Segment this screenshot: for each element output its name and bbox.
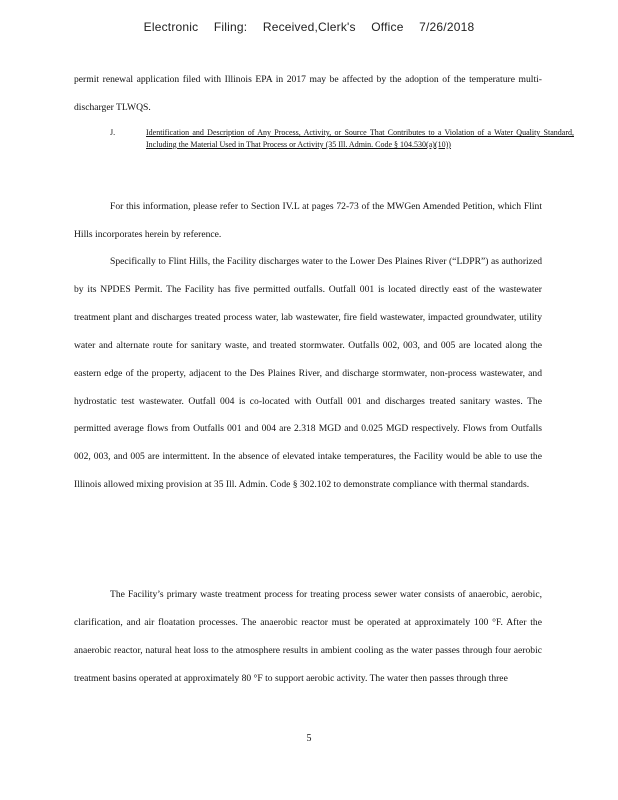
page-number: 5 [306, 733, 312, 744]
filing-stamp-header [0, 20, 618, 34]
filing-stamp-part4: Office [371, 20, 404, 34]
filing-stamp-part1: Electronic [143, 20, 199, 34]
paragraph-refer-section: For this information, please refer to Section IV.L at pages 72-73 of the MWGen Amended Petition, which Flint Hills incorporates herein by reference. [74, 201, 542, 240]
paragraph-permit-renewal: permit renewal application filed with Illinois EPA in 2017 may be affected by the adoption of the temperature multi-discharger TLWQS. [74, 74, 542, 113]
paragraph-facility-discharges: Specifically to Flint Hills, the Facility discharges water to the Lower Des Plaines River (“LDPR”) as authorized by its NPDES Permit. The Facility has five permitted outfalls. Outfall 001 is located directly east of the wastewater treatment plant and discharges treated process water, lab wastewater, fire field wastewater, impacted groundwater, utility water and alternate route for sanitary waste, and treated stormwater. Outfalls 002, 003, and 005 are located along the eastern edge of the property, adjacent to the Des Plaines River, and discharge stormwater, non-process wastewater, and hydrostatic test wastewater. Outfall 004 is co-located with Outfall 001 and discharges treated sanitary wastes. The permitted average flows from Outfalls 001 and 004 are 2.318 MGD and 0.025 MGD respectively. Flows from Outfalls 002, 003, and 005 are intermittent. In the absence of elevated intake temperatures, the Facility would be able to use the Illinois allowed mixing provision at 35 Ill. Admin. Code § 302.102 to demonstrate compliance with thermal standards. [74, 256, 542, 491]
filing-stamp-part2: Filing: [213, 20, 248, 34]
section-heading: Identification and Description of Any Process, Activity, or Source That Contributes to a Violation of a Water Quality Standard, Including the Material Used in That Process or Activity (35 Ill. Admin. Code § 104.530(a)(10)) [146, 128, 574, 149]
filing-stamp-part3: Received,Clerk's [262, 20, 356, 34]
section-number: J. [110, 128, 116, 137]
paragraph-waste-treatment: The Facility’s primary waste treatment process for treating process sewer water consists of anaerobic, aerobic, clarification, and air floatation processes. The anaerobic reactor must be operated at approximately 100 °F. After the anaerobic reactor, natural heat loss to the atmosphere results in ambient cooling as the water passes through four aerobic treatment basins operated at approximately 80 °F to support aerobic activity. The water then passes through three [74, 589, 542, 684]
filing-stamp-date: 7/26/2018 [419, 20, 475, 34]
